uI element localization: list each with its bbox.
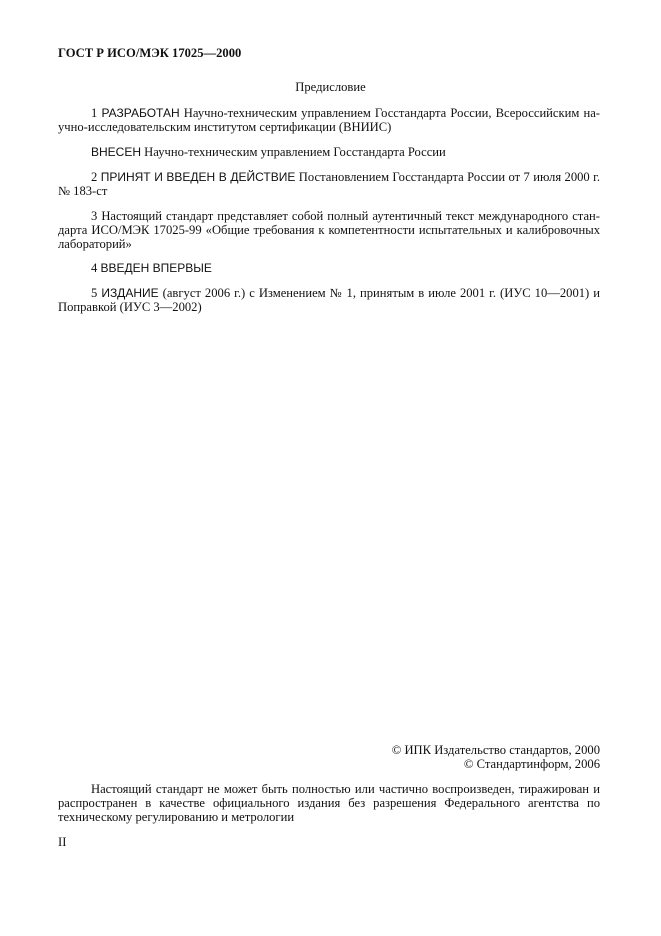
item-number: 4 <box>91 261 101 275</box>
paragraph-3 <box>58 209 600 251</box>
item-keyword: ВВЕДЕН ВПЕРВЫЕ <box>100 261 212 275</box>
notice-text: распространен в качестве официального издания без разрешения Федерального агентства по <box>58 796 600 810</box>
section-title: Предисловие <box>295 80 366 94</box>
item-number: 2 <box>91 170 101 184</box>
notice-text: Настоящий стандарт не может быть полностью или частично воспроизведен, тиражирован и <box>91 782 600 796</box>
item-number: 5 <box>91 286 102 300</box>
item-keyword: ВНЕСЕН <box>91 145 142 159</box>
copyright-line: © ИПК Издательство стандартов, 2000 <box>391 743 600 757</box>
page-number-text: II <box>58 835 67 849</box>
reproduction-notice <box>58 782 600 824</box>
item-keyword: ИЗДАНИЕ <box>101 286 159 300</box>
copyright-line: © Стандартинформ, 2006 <box>463 757 600 771</box>
paragraph-text: 3 Настоящий стандарт представляет собой полный аутентичный текст международного стан- <box>91 209 600 223</box>
item-keyword: ПРИНЯТ И ВВЕДЕН В ДЕЙСТВИЕ <box>100 170 296 184</box>
paragraph-text: Научно-техническим управлением Госстандарта России, Всероссийским на- <box>179 106 600 120</box>
item-keyword: РАЗРАБОТАН <box>101 106 180 120</box>
paragraph-text: Поправкой (ИУС 3—2002) <box>58 300 202 314</box>
paragraph-text: (август 2006 г.) с Изменением № 1, принятым в июле 2001 г. (ИУС 10—2001) и <box>158 286 600 300</box>
paragraph-text: дарта ИСО/МЭК 17025-99 «Общие требования к компетентности испытательных и калибровочных <box>58 223 600 237</box>
paragraph-vnesen <box>58 145 600 159</box>
notice-text: техническому регулированию и метрологии <box>58 810 295 824</box>
paragraph-4 <box>58 261 600 275</box>
paragraph-5 <box>58 286 600 314</box>
item-number: 1 <box>91 106 102 120</box>
page-number <box>58 835 600 849</box>
document-header: ГОСТ Р ИСО/МЭК 17025—2000 <box>58 46 242 60</box>
paragraph-text: № 183-ст <box>58 184 108 198</box>
paragraph-text: Постановлением Госстандарта России от 7 июля 2000 г. <box>295 170 601 184</box>
copyright-block <box>58 743 600 771</box>
paragraph-text: учно-исследовательским институтом сертификации (ВНИИС) <box>58 120 392 134</box>
paragraph-text: лабораторий» <box>58 237 132 251</box>
paragraph-text: Научно-техническим управлением Госстандарта России <box>141 145 446 159</box>
paragraph-1 <box>58 106 600 134</box>
paragraph-2 <box>58 170 600 198</box>
